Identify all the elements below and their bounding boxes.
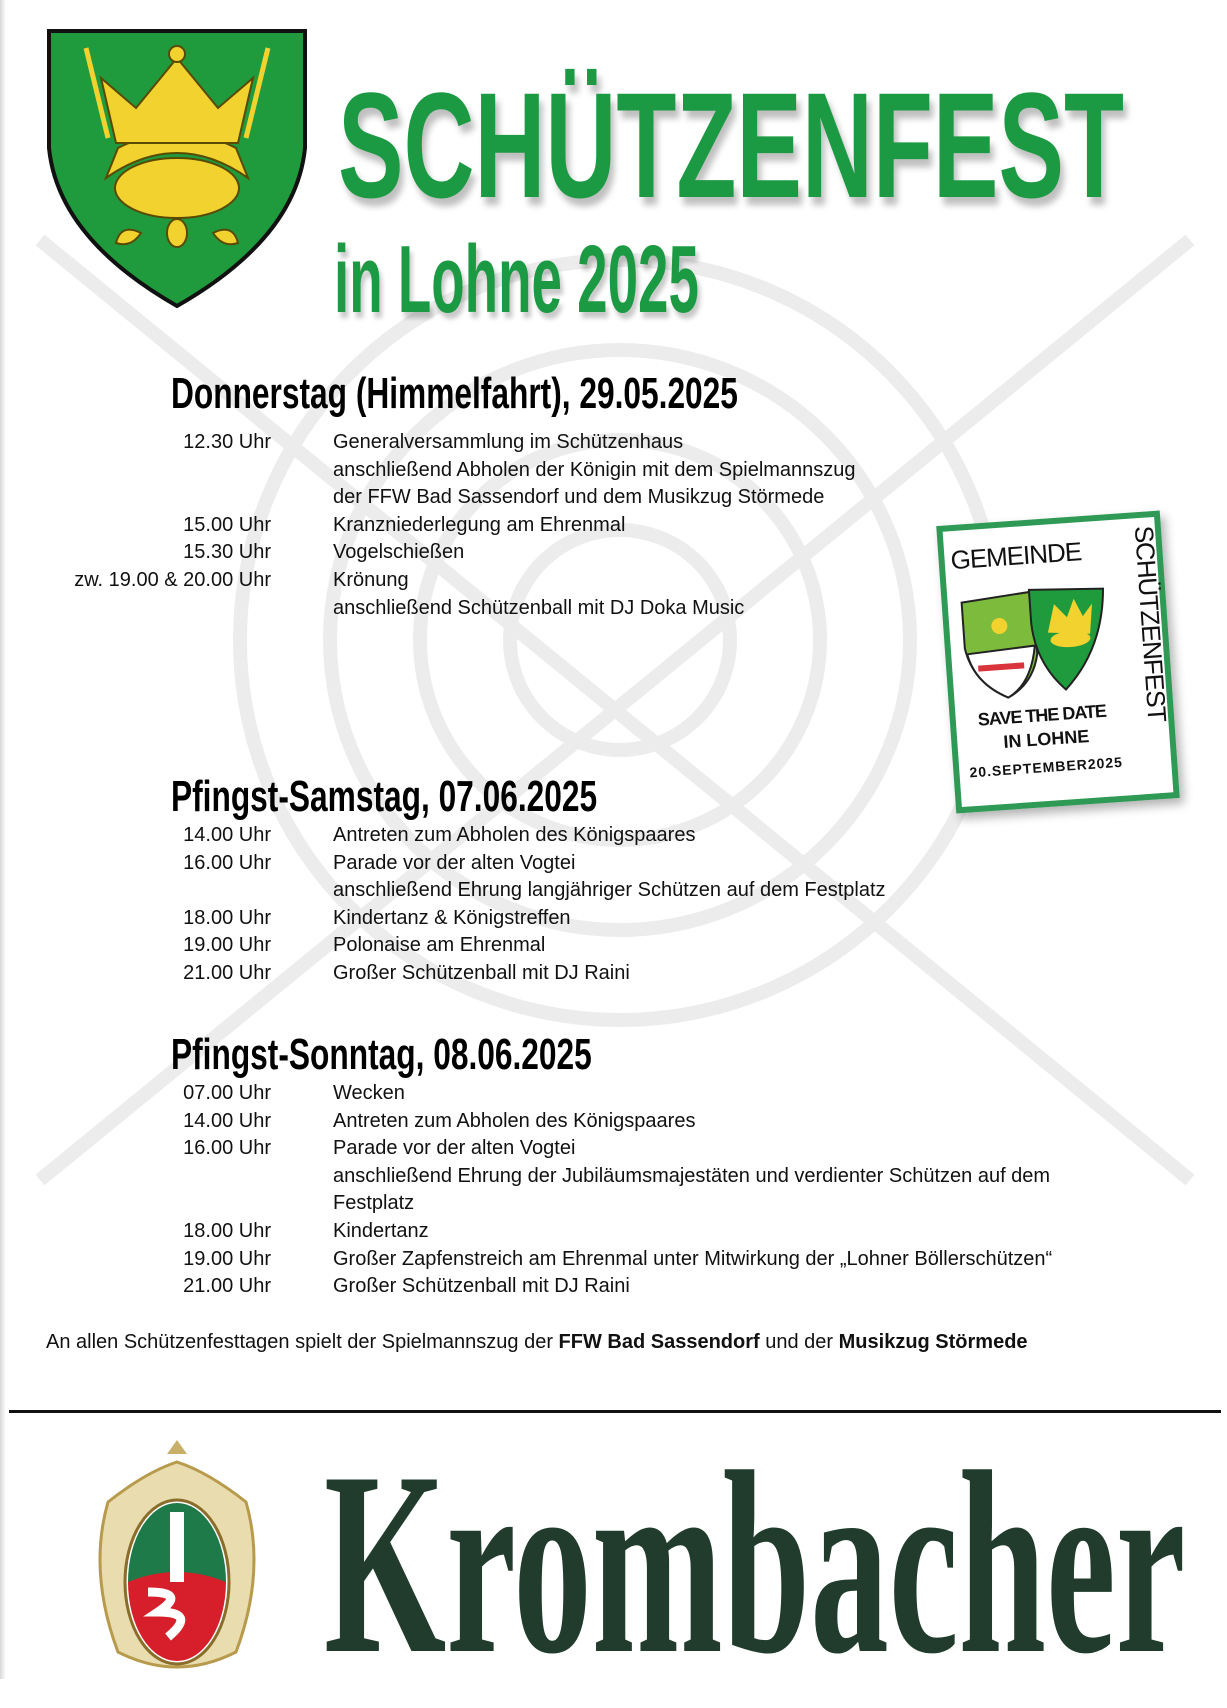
music-note [46,1328,1028,1356]
note-bold-2: Musikzug Störmede [838,1331,1028,1353]
schedule-description: Antreten zum Abholen des Königspaares [333,1109,696,1132]
schedule-row [0,876,1227,904]
schedule-description: Großer Schützenball mit DJ Raini [333,1275,630,1298]
poster-subtitle: in Lohne 2025 [334,226,699,333]
schedule-description: anschließend Schützenball mit DJ Doka Music [333,596,745,619]
schedule-row [0,1245,1227,1273]
schedule-time: 18.00 Uhr [183,1220,271,1242]
schedule-description: Wecken [333,1082,405,1104]
schedule-row [0,1134,1227,1162]
schedule-description: anschließend Abholen der Königin mit dem Spielmannszug [333,458,856,481]
note-text-1: An allen Schützenfesttagen spielt der Spielmannszug der [46,1331,559,1353]
card-gemeinde: GEMEINDE [949,536,1083,576]
schedule-time: 14.00 Uhr [183,1109,271,1132]
note-text-2: und der [759,1331,839,1353]
schedule-time: zw. 19.00 & 20.00 Uhr [74,569,271,591]
schedule-row [0,511,1227,539]
card-in-lohne: IN LOHNE [1002,726,1090,752]
schedule-time: 19.00 Uhr [183,1247,271,1270]
schedule-description: Großer Schützenball mit DJ Raini [333,962,630,984]
schedule-description: Großer Zapfenstreich am Ehrenmal unter Mitwirkung der „Lohner Böllerschützen“ [333,1247,1053,1270]
schedule-time: 15.00 Uhr [183,513,271,536]
schedule-description: Kindertanz & Königstreffen [333,906,571,929]
schedule-time: 12.30 Uhr [183,431,271,453]
schedule-description: anschließend Ehrung der Jubiläumsmajestäten und verdienter Schützen auf dem [333,1164,1051,1187]
schedule-time: 14.00 Uhr [183,824,271,846]
schedule-description: Parade vor der alten Vogtei [333,851,576,874]
schedule-description: Generalversammlung im Schützenhaus [333,431,684,453]
schedule-row [0,483,1227,511]
schedule-description: Antreten zum Abholen des Königspaares [333,824,696,846]
schedule-row [0,1107,1227,1135]
day-heading: Donnerstag (Himmelfahrt), 29.05.2025 [171,369,738,418]
poster-title: SCHÜTZENFEST [338,61,1124,229]
schedule-description: Festplatz [333,1192,415,1215]
schedule-row [0,1079,1227,1107]
krombacher-crest-icon [88,1432,266,1676]
schedule-row [0,959,1227,987]
note-bold-1: FFW Bad Sassendorf [558,1331,760,1353]
schedule-row [0,428,1227,456]
schedule-row [0,1272,1227,1300]
schedule-time: 07.00 Uhr [183,1082,271,1104]
card-save-the-date: SAVE THE DATE [977,700,1107,730]
schedule-row [0,1189,1227,1217]
schedule-row [0,1162,1227,1190]
schedule-row [0,538,1227,566]
krombacher-logo-text: Krombacher [324,1418,1186,1708]
schedule-time: 15.30 Uhr [183,541,271,564]
schedule-row [0,1217,1227,1245]
schedule-time: 18.00 Uhr [183,906,271,929]
day-heading: Pfingst-Sonntag, 08.06.2025 [171,1030,592,1079]
schedule-time: 21.00 Uhr [183,1275,271,1298]
schedule-row [0,566,1227,594]
schedule-time: 21.00 Uhr [183,962,271,984]
schedule-description: Kindertanz [333,1220,429,1242]
schedule-row [0,849,1227,877]
schedule-time: 16.00 Uhr [183,1137,271,1160]
schedule-row [0,456,1227,484]
schedule-row [0,931,1227,959]
schedule-description: der FFW Bad Sassendorf und dem Musikzug Störmede [333,486,825,509]
coat-of-arms-shield-icon [46,28,308,310]
schedule-row [0,904,1227,932]
card-date: 20.SEPTEMBER2025 [968,753,1124,781]
schedule-time: 19.00 Uhr [183,934,271,957]
schedule-description: Parade vor der alten Vogtei [333,1137,576,1160]
schedule-row [0,821,1227,849]
divider [9,1410,1221,1413]
schedule-time: 16.00 Uhr [183,851,271,874]
schedule-description: Kranzniederlegung am Ehrenmal [333,513,626,536]
schedule-description: Krönung [333,569,409,591]
schedule-row [0,594,1227,622]
schedule-description: Vogelschießen [333,541,465,564]
card-vertical-title: SCHÜTZENFEST [1128,524,1173,723]
schedule-description: Polonaise am Ehrenmal [333,934,546,957]
schedule-description: anschließend Ehrung langjähriger Schützen auf dem Festplatz [333,879,886,902]
day-heading: Pfingst-Samstag, 07.06.2025 [171,772,598,821]
